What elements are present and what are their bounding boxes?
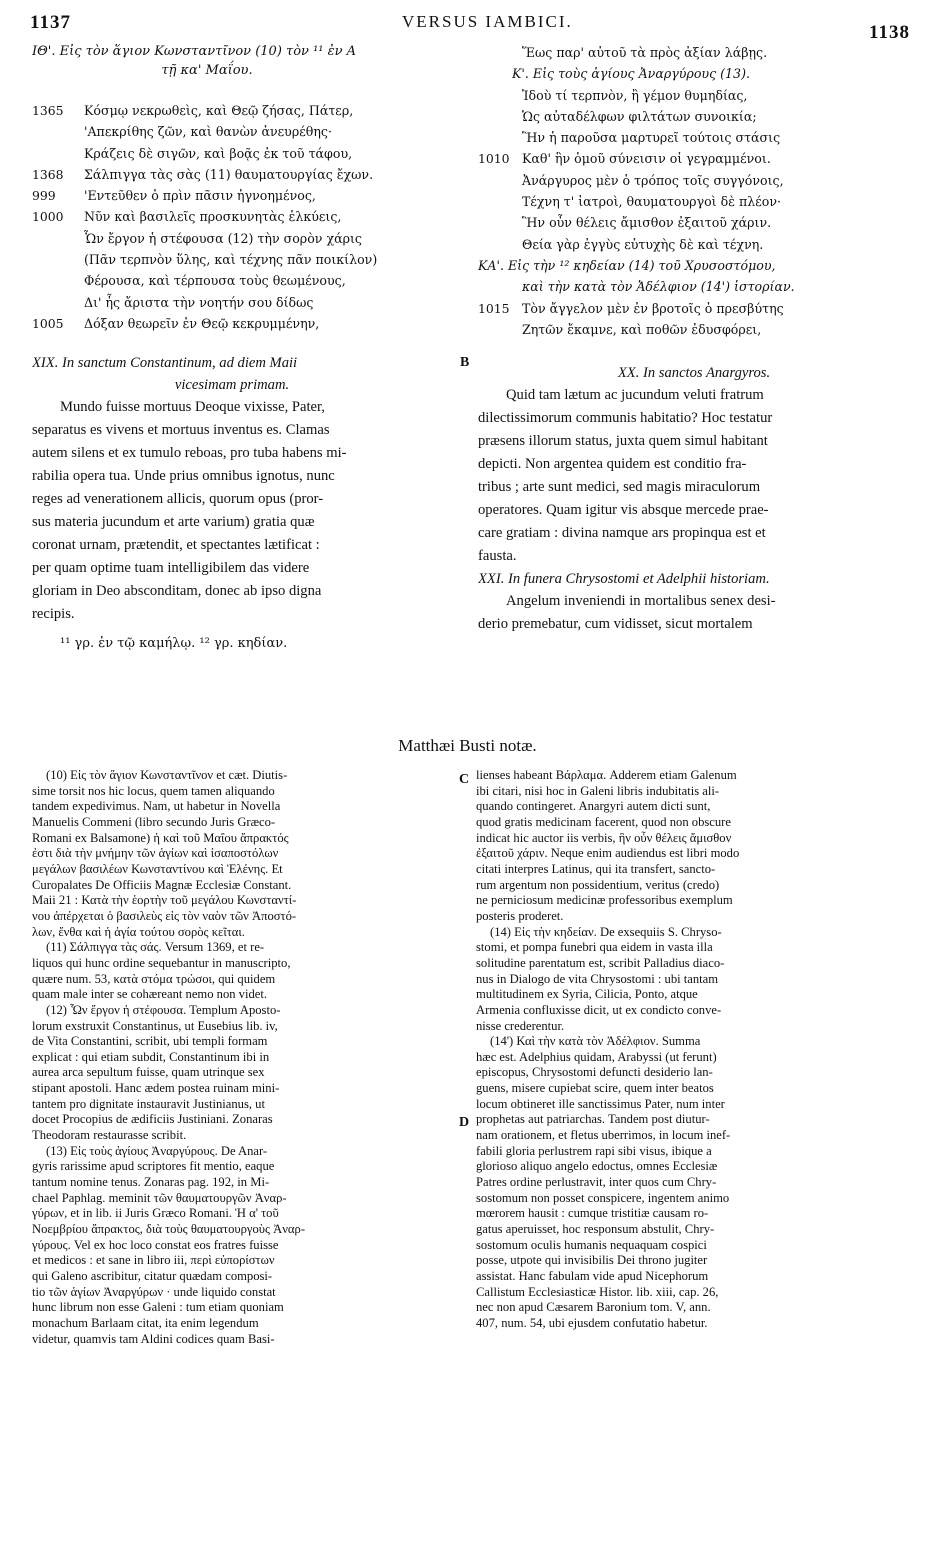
note-line: hunc librum non esse Galeni : tum etiam quoniam [32,1300,284,1315]
latin-line: Angelum inveniendi in mortalibus senex desi- [506,593,776,610]
note-line: citati interpres Latinus, qui ita transfert, sancto- [476,861,716,876]
note-line: Theodoram restaurasse scribit. [32,1128,187,1143]
margin-marker-c: C [459,772,470,787]
latin-line: reges ad venerationem allicis, quorum opus (pror- [32,491,324,508]
note-line: posse, utpote qui invisibilis Dei throno jugiter [476,1253,708,1268]
note-line: aurea arca sepultum fuisse, quam utrinque sex [32,1065,265,1080]
latin-section-title-xxi: XXI. In funera Chrysostomi et Adelphii historiam. [478,571,770,588]
latin-line: præsens illorum status, juxta quem simul habitant [478,433,768,450]
greek-verse-text: Ὧν ἔργον ἡ στέφουσα (12) τὴν σορὸν χάρις [84,230,362,246]
note-line: stipant apostoli. Hanc ædem postea ruinam mini- [32,1081,280,1096]
latin-line: dilectissimorum communis habitatio? Hoc testatur [478,410,773,427]
greek-verses-k [478,85,910,255]
greek-title-ka-1: ΚΑ'. Εἰς τὴν ¹² κηδείαν (14) τοῦ Χρυσοστόμου, [478,257,776,273]
note-line: sime torsit nos hic locus, quem tamen aliquando [32,783,275,798]
greek-verse [478,170,910,191]
greek-verse-text: Θεία γὰρ ἐγγὺς εὐτυχὴς δὲ καὶ τέχνη. [522,236,764,252]
greek-verse [478,148,910,169]
note-line: guens, misere cupiebat scire, quem inter beatos [476,1081,714,1096]
note-line: nisse crederentur. [476,1018,565,1033]
latin-translation-xxi [478,590,910,636]
note-line: (13) Εἰς τοὺς ἁγίους Ἀναργύρους. De Anar- [46,1143,268,1158]
note-line: λων, ἔνθα καὶ ἡ ἁγία τούτου σορὸς κεῖται. [32,924,245,939]
greek-verse [32,228,472,249]
note-line: nus in Dialogo de vita Chrysostomi : ubi tantam [476,971,719,986]
note-line: assistat. Hanc fabulam vide apud Nicephorum [476,1269,709,1283]
latin-line: operatores. Quam igitur vis absque mercede prae- [478,502,769,519]
greek-verse-text: Σάλπιγγα τὰς σὰς (11) θαυματουργίας ἔχων. [84,166,374,182]
note-line: docet Procopius de ædificiis Justiniani. Zonaras [32,1112,273,1127]
note-line: γύρων, et in lib. ii Juris Græco Romani. Ἡ α' τοῦ [32,1206,279,1221]
note-line: (11) Σάλπιγγα τὰς σάς. Versum 1369, et re- [46,940,265,955]
note-line: νου ἀπέρχεται ὁ βασιλεὺς εἰς τὸν ναὸν τῶν Ἀποστό- [32,908,297,923]
greek-verse-text: Ἣν οὖν θέλεις ἄμισθον ἐξαιτοῦ χάριν. [522,215,772,231]
note-line: Manuelis Commeni (libro secundo Juris Græco- [32,814,276,829]
greek-verse [478,319,910,340]
notes-right-column [476,768,908,1332]
latin-line: gloriam in Deo absconditam, donec ab ipso digna [32,583,322,600]
margin-marker-b: B [460,355,470,371]
latin-line: tribus ; arte sunt medici, sed magis miraculorum [478,479,761,496]
note-line: tantum nomine tenus. Zonaras pag. 192, in Mi- [32,1175,270,1190]
note-line: quando contingeret. Anargyri autem dicti sunt, [476,799,711,814]
latin-section-title-xx: XX. In sanctos Anargyros. [617,365,771,382]
note-line: γύρους. Vel ex hoc loco constat eos fratres fuisse [32,1237,279,1252]
note-line: solitudine parentatum est, scribit Palladius diaco- [476,955,725,970]
note-line: episcopus, Chrysostomi defuncti desiderio lan- [476,1065,713,1080]
latin-line: separatus es vivens et mortuus inventus es. Clamas [32,422,330,439]
greek-verse-text: Ἣν ἡ παροῦσα μαρτυρεῖ τούτοις στάσις [522,130,781,146]
latin-line: coronat urnam, prætendit, et spectantes lætificat : [32,537,320,554]
note-line: hæc est. Adelphius quidam, Arabyssi (ut ferunt) [476,1049,717,1064]
verse-number: 1005 [32,315,64,331]
greek-title-line: ΙΘ'. Εἰς τὸν ἅγιον Κωνσταντῖνον (10) τὸν ¹¹ ἐν Α [32,44,357,59]
greek-verses-left [32,100,472,334]
greek-verses-ka [478,298,910,341]
latin-line: rabilia opera tua. Unde prius omnibus ignotus, nunc [32,468,335,485]
verse-number: 1368 [32,166,64,182]
latin-translation-xix [32,396,472,626]
verse-number: 1010 [478,151,510,167]
note-line: μεγάλων βασιλέων Κωνσταντίνου καὶ Ἑλένης. Et [32,861,283,876]
note-line: videtur, quamvis tam Aldini codices quam Basi- [32,1331,275,1346]
greek-verse [478,212,910,233]
note-line: tandem expedivimus. Nam, ut habetur in Novella [32,799,281,814]
latin-title-line: XIX. In sanctum Constantinum, ad diem Maii [32,355,298,372]
note-line: Maii 21 : Κατὰ τὴν ἑορτὴν τοῦ μεγάλου Κωνσταντί- [32,893,297,908]
running-title: VERSUS IAMBICI. [402,12,573,31]
greek-title-ka-2: καὶ τὴν κατὰ τὸν Ἀδέλφιον (14') ἱστορίαν. [522,279,795,295]
note-line: lienses habeant Βάρλαμα. Adderem etiam Galenum [476,768,737,782]
note-line: Curopalates De Officiis Magnæ Ecclesiæ Constant. [32,877,292,892]
greek-verse [32,313,472,334]
note-line: lorum exstruxit Constantinus, ut Eusebius lib. iv, [32,1018,278,1033]
note-line: fabili gloria perlustrem rapi sibi visus, ibique a [476,1143,712,1158]
latin-line: Mundo fuisse mortuus Deoque vixisse, Pater, [60,399,325,416]
note-line: sostomum oculis humanis nequaquam cospici [476,1237,707,1252]
upper-right-column [478,42,910,636]
note-line: stomi, et pompa funebri qua eidem in vasta illa [476,940,713,955]
note-line: tantem pro dignitate instauravit Justinianus, ut [32,1096,265,1111]
note-line: ne perniciosum medicinæ professoribus exemplum [476,893,733,908]
note-line: monachum Barlaam citat, ita enim legendum [32,1315,259,1330]
greek-verse [478,42,910,63]
note-line: sostomum non posset conspicere, ingentem animo [476,1190,730,1205]
greek-verse [32,143,472,164]
note-line: quod gratis medicinam facerent, quod non obscure [476,814,731,829]
greek-title-k: Κ'. Εἰς τοὺς ἁγίους Ἀναργύρους (13). [512,66,750,82]
note-line: gyris rarissime apud scriptores fit mentio, eaque [32,1159,275,1174]
note-line: quære num. 53, κατὰ στόμα τρώσοι, qui quidem [32,971,276,986]
verse-number: 1365 [32,103,64,118]
greek-verse [32,292,472,313]
note-line: explicat : qui etiam subdit, Constantinum ibi in [32,1049,270,1064]
note-line: chael Paphlag. meminit τῶν θαυματουργῶν Ἀναρ- [32,1190,287,1205]
verse-number: 1000 [32,209,64,225]
greek-verse-text: Ἀνάργυρος μὲν ὁ τρόπος τοῖς συγγόνοις, [522,172,784,188]
greek-verse-text: Ἕως παρ' αὐτοῦ τὰ πρὸς ἀξίαν λάβῃς. [522,45,768,60]
latin-title-line: vicesimam primam. [174,377,290,394]
margin-marker-d: D [459,1115,470,1130]
greek-verse [478,298,910,319]
page-number-right: 1138 [869,22,910,43]
greek-verse-text: Καθ' ἣν ὁμοῦ σύνεισιν οἱ γεγραμμένοι. [522,151,771,167]
latin-line: care gratiam : divina namque ars propinqua est et [478,525,766,542]
note-line: (10) Εἰς τὸν ἅγιον Κωνσταντῖνον et cæt. Diutis- [46,768,288,782]
page-number-left: 1137 [30,12,71,33]
note-line: ἐξαιτοῦ χάριν. Neque enim audiendus est libri modo [476,846,740,861]
greek-verse-text: 'Εντεῦθεν ὁ πρὶν πᾶσιν ἠγνοημένος, [84,188,316,204]
note-line: (12) Ὧν ἔργον ἡ στέφουσα. Templum Aposto- [46,1002,281,1017]
greek-verse-text: Δι' ἧς ἄριστα τὴν νοητήν σου δίδως [84,294,314,310]
page-header [30,12,910,46]
note-line: et medicos : et sane in libro iii, περὶ εὐπορίστων [32,1253,275,1268]
note-line: 407, num. 54, ubi ejusdem confutatio habetur. [476,1315,708,1330]
note-line: nec non apud Cæsarem Baronium tom. V, ann. [476,1300,711,1315]
greek-verse [32,164,472,185]
greek-verse [32,206,472,227]
note-line: Νοεμβρίου ἄπρακτος, διὰ τοὺς θαυματουργοὺς Ἀναρ- [32,1222,306,1237]
note-line: Callistum Ecclesiasticæ Histor. lib. xiii, cap. 26, [476,1284,719,1299]
greek-verse-text: Ἰδοὺ τί τερπνὸν, ἢ γέμον θυμηδίας, [522,87,748,103]
greek-verse-text: 'Απεκρίθης ζῶν, καὶ θανὼν ἀνευρέθης· [84,124,332,140]
note-line: liquos qui hunc ordine sequebantur in manuscripto, [32,955,291,970]
note-line: ἐστι διὰ τὴν μνήμην τῶν ἁγίων καὶ ἰσαποστόλων [32,846,279,861]
greek-verse-text: Ζητῶν ἔκαμνε, καὶ ποθῶν ἐδυσφόρει, [522,321,762,337]
latin-line: sus materia jucundum et arte varium) gratia quæ [32,514,315,531]
notes-title: Matthæi Busti notæ. [398,736,537,755]
note-line: mœrorem hausit : cumque tristitiæ causam ro- [476,1206,709,1221]
greek-verse-text: (Πᾶν τερπνὸν ὕλης, καὶ τέχνης πᾶν ποικίλον) [84,252,378,268]
greek-verse-text: Κόσμῳ νεκρωθεὶς, καὶ Θεῷ ζήσας, Πάτερ, [84,103,354,118]
greek-verse-text: Τέχνη τ' ἰατροὶ, θαυματουργοὶ δὲ πλέον· [522,194,781,210]
note-line: gatus aperuisset, hoc responsum abstulit, Chry- [476,1222,715,1237]
note-line: multitudinem ex Syria, Cilicia, Ponto, atque [476,987,698,1002]
note-line: tio τῶν ἁγίων Ἀναργύρων · unde liquido constat [32,1284,276,1299]
verse-number: 1015 [478,300,510,316]
latin-line: fausta. [478,548,517,565]
note-line: rum argentum non possidentium, veritus (credo) [476,877,720,892]
note-line: nam orationem, et fletus uberrimos, in locum inef- [476,1128,731,1143]
greek-verse [478,234,910,255]
latin-line: derio premebatur, cum vidisset, sicut mortalem [478,616,753,633]
note-line: qui Galeno ascribitur, citatur quædam composi- [32,1269,273,1283]
upper-left-column [32,42,472,651]
note-line: (14) Εἰς τὴν κηδείαν. De exsequiis S. Chryso- [490,924,722,939]
note-line: indicat hic auctor iis verbis, ἣν οὖν θέλεις ἄμισθον [476,830,732,845]
greek-verse [478,85,910,106]
notes-left-column [32,768,457,1347]
greek-verse [32,121,472,142]
note-line: quam male inter se cohæreant nemo non videt. [32,987,268,1002]
latin-line: per quam optime tuam intelligibilem das videre [32,560,310,577]
note-line: (14') Καὶ τὴν κατὰ τὸν Ἀδέλφιον. Summa [490,1034,701,1049]
greek-verse [32,249,472,270]
greek-verse [478,106,910,127]
footnote: ¹¹ γρ. ἐν τῷ καμήλῳ. ¹² γρ. κηδίαν. [60,636,288,652]
greek-verse-text: Κράζεις δὲ σιγῶν, καὶ βοᾷς ἐκ τοῦ τάφου, [84,145,353,161]
note-line: prophetas aut patriarchas. Tandem post diutur- [476,1112,710,1127]
note-line: ibi citari, nisi hoc in Galeni libris indubitatis ali- [476,783,720,798]
latin-line: depicti. Non argentea quidem est conditio fra- [478,456,747,473]
greek-verse [478,191,910,212]
greek-verse-text: Νῦν καὶ βασιλεῖς προσκυνητὰς ἑλκύεις, [84,209,342,225]
greek-verse [32,270,472,291]
latin-translation-xx [478,384,910,568]
note-line: de Vita Constantini, scribit, ubi templi formam [32,1034,268,1049]
note-line: glorioso aliquo angelo edoctus, omnes Ecclesiæ [476,1159,718,1174]
greek-title-line: τῇ κα' Μαΐου. [161,63,253,78]
greek-verse-text: Τὸν ἄγγελον μὲν ἐν βροτοῖς ὁ πρεσβύτης [522,300,784,316]
greek-verse [32,185,472,206]
latin-line: autem silens et ex tumulo reboas, pro tuba habens mi- [32,445,347,462]
verse-number: 999 [32,188,56,204]
greek-verse [32,100,472,121]
note-line: locum obtineret ille sanctissimus Pater, num inter [476,1096,725,1111]
note-line: Armenia confluxisse dicit, ut ex condicto conve- [476,1002,722,1017]
greek-verse-text: Δόξαν θεωρεῖν ἐν Θεῷ κεκρυμμένην, [84,315,320,331]
note-line: posteris proderet. [476,908,564,923]
greek-verse [478,127,910,148]
greek-title [32,42,472,80]
note-line: Patres ordine perlustravit, inter quos cum Chry- [476,1175,717,1190]
greek-verse-text: Ὡς αὐταδέλφων φιλτάτων συνοικία; [522,108,757,124]
latin-line: recipis. [32,606,75,623]
latin-line: Quid tam lætum ac jucundum veluti fratrum [506,387,764,404]
latin-section-title-xix [32,352,472,396]
note-line: Romani ex Balsamone) ἡ καὶ τοῦ Μαΐου ἄπρακτός [32,830,289,845]
greek-verse-text: Φέρουσα, καὶ τέρπουσα τοὺς θεωμένους, [84,273,346,289]
